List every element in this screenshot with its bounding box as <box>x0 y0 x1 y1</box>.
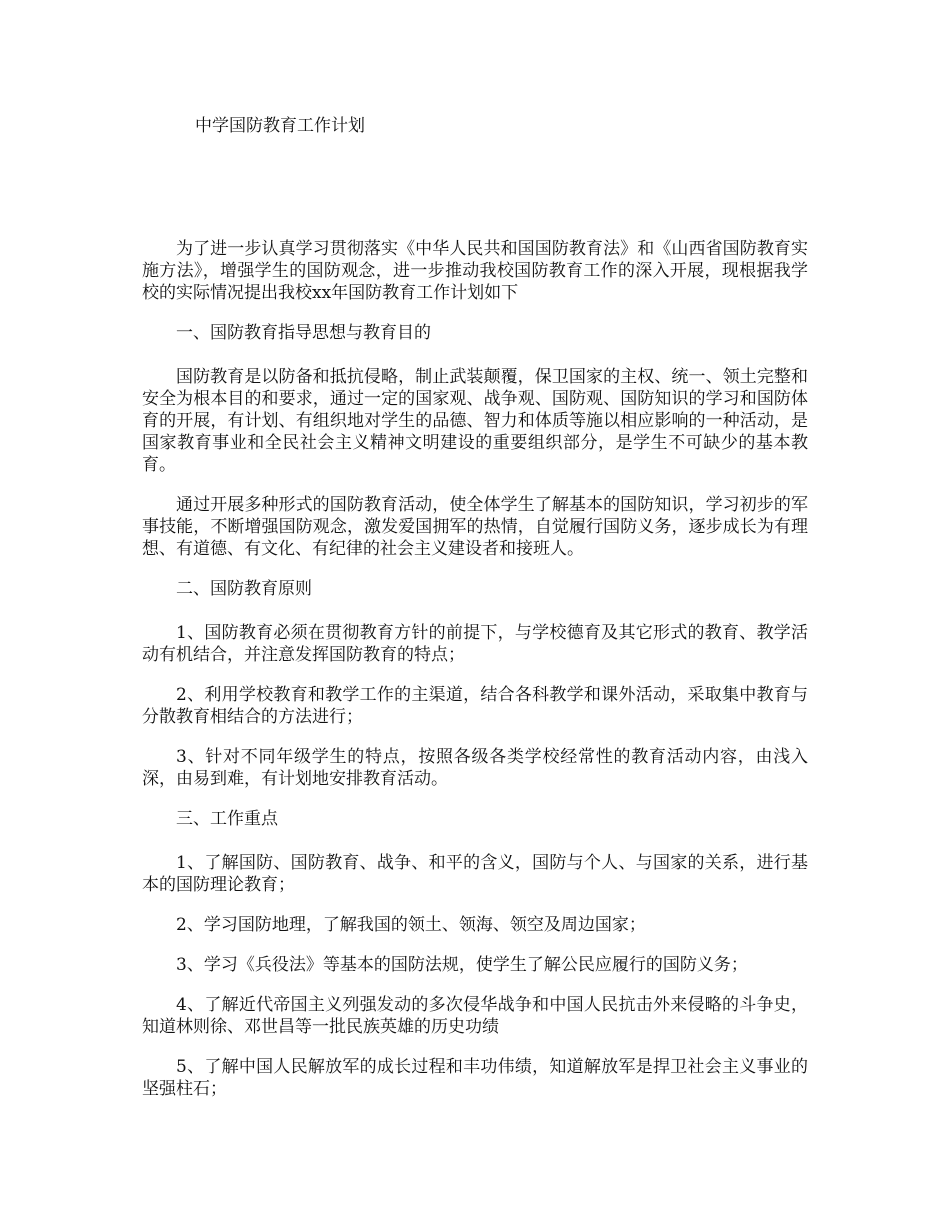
intro-paragraph: 为了进一步认真学习贯彻落实《中华人民共和国国防教育法》和《山西省国防教育实施方法》，增强学生的国防观念，进一步推动我校国防教育工作的深入开展，现根据我学校的实际情况提出我校xx年国防教育工作计划如下 <box>142 239 808 303</box>
list-item: 3、学习《兵役法》等基本的国防法规，使学生了解公民应履行的国防义务； <box>176 955 748 975</box>
section-heading-guiding-ideology: 一、国防教育指导思想与教育目的 <box>176 323 431 343</box>
list-item: 4、了解近代帝国主义列强发动的多次侵华战争和中国人民抗击外来侵略的斗争史，知道林则徐、邓世昌等一批民族英雄的历史功绩 <box>142 995 808 1037</box>
list-item: 3、针对不同年级学生的特点，按照各级各类学校经常性的教育活动内容，由浅入深，由易到难，有计划地安排教育活动。 <box>142 747 808 789</box>
list-item: 1、国防教育必须在贯彻教育方针的前提下，与学校德育及其它形式的教育、教学活动有机结合，并注意发挥国防教育的特点； <box>142 623 808 665</box>
paragraph: 通过开展多种形式的国防教育活动，使全体学生了解基本的国防知识，学习初步的军事技能，不断增强国防观念，激发爱国拥军的热情，自觉履行国防义务，逐步成长为有理想、有道德、有文化、有纪律的社会主义建设者和接班人。 <box>142 495 808 559</box>
list-item: 1、了解国防、国防教育、战争、和平的含义，国防与个人、与国家的关系，进行基本的国防理论教育； <box>142 853 808 895</box>
list-item: 2、学习国防地理，了解我国的领土、领海、领空及周边国家； <box>176 915 646 935</box>
list-item: 2、利用学校教育和教学工作的主渠道，结合各科教学和课外活动，采取集中教育与分散教育相结合的方法进行； <box>142 685 808 727</box>
section-heading-principles: 二、国防教育原则 <box>176 579 312 599</box>
section-heading-work-focus: 三、工作重点 <box>176 809 278 829</box>
paragraph: 国防教育是以防备和抵抗侵略，制止武装颠覆，保卫国家的主权、统一、领土完整和安全为根本目的和要求，通过一定的国家观、战争观、国防观、国防知识的学习和国防体育的开展，有计划、有组织地对学生的品德、智力和体质等施以相应影响的一种活动，是国家教育事业和全民社会主义精神文明建设的重要组织部分，是学生不可缺少的基本教育。 <box>142 367 808 475</box>
document-body <box>142 238 808 1118</box>
document-title: 中学国防教育工作计划 <box>195 116 365 136</box>
list-item: 5、了解中国人民解放军的成长过程和丰功伟绩，知道解放军是捍卫社会主义事业的坚强柱石； <box>142 1057 808 1099</box>
